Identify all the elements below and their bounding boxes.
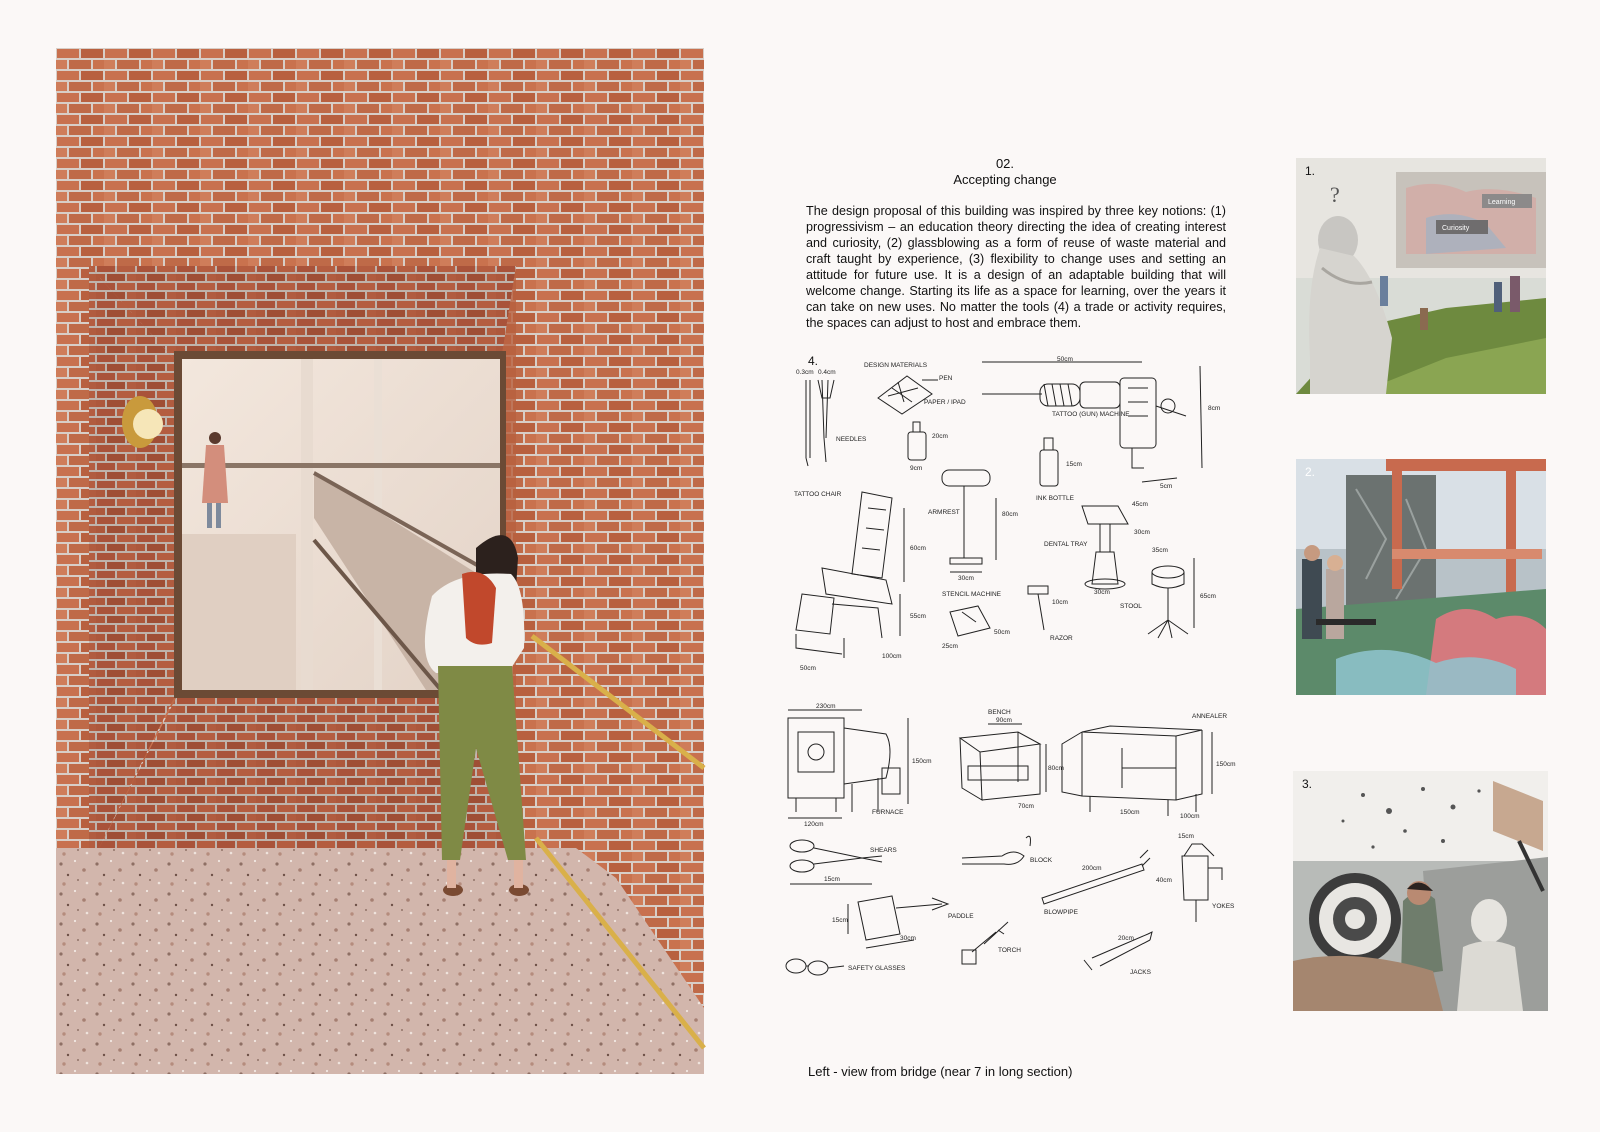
glassblowing-tools-sketch xyxy=(782,703,1247,1008)
needle-size-label: 0.4cm xyxy=(818,369,836,376)
tattoo-machine-width: 50cm xyxy=(1057,356,1073,363)
interior-rail xyxy=(182,463,500,468)
paper-pen-drawing xyxy=(878,376,938,414)
tattoo-chair-drawing xyxy=(796,492,904,658)
collage-3-label: 3. xyxy=(1302,777,1313,791)
annealer-dim: 100cm xyxy=(1180,813,1200,820)
stool-label: STOOL xyxy=(1120,603,1142,610)
ink-bottle-size: 15cm xyxy=(1066,461,1082,468)
stencil-dim: 50cm xyxy=(994,629,1010,636)
stencil-dim: 25cm xyxy=(942,643,958,650)
shears-size: 15cm xyxy=(824,876,840,883)
blowpipe-drawing xyxy=(1042,850,1150,904)
curiosity-word: Curiosity xyxy=(1442,225,1470,232)
pen-label: PEN xyxy=(939,375,953,382)
annealer-dim: 150cm xyxy=(1120,809,1140,816)
tattoo-machine-drawing xyxy=(982,362,1202,482)
paddle-dim: 30cm xyxy=(900,935,916,942)
dental-tray-drawing xyxy=(1082,506,1128,589)
dental-tray-label: DENTAL TRAY xyxy=(1044,541,1088,548)
bottle-width: 9cm xyxy=(910,465,923,472)
bench-dim: 80cm xyxy=(1048,765,1064,772)
dental-tray-dim: 45cm xyxy=(1132,501,1148,508)
paddle-label: PADDLE xyxy=(948,913,974,920)
tattoo-chair-label: TATTOO CHAIR xyxy=(794,491,842,498)
collage-flexibility xyxy=(1293,771,1548,1011)
interior-floor xyxy=(182,534,296,690)
stencil-machine-drawing xyxy=(950,606,990,636)
needle-size-label: 0.3cm xyxy=(796,369,814,376)
annealer-dim: 150cm xyxy=(1216,761,1236,768)
razor-label: RAZOR xyxy=(1050,635,1073,642)
block-drawing xyxy=(962,836,1031,864)
collage-progressivism xyxy=(1296,158,1546,394)
learning-word: Learning xyxy=(1488,199,1516,206)
chair-dim: 50cm xyxy=(800,665,816,672)
furnace-dim: 150cm xyxy=(912,758,932,765)
chair-dim: 100cm xyxy=(882,653,902,660)
needles-drawing xyxy=(806,380,834,466)
bottle-size: 20cm xyxy=(932,433,948,440)
yokes-dim: 15cm xyxy=(1178,833,1194,840)
shears-label: SHEARS xyxy=(870,847,897,854)
furnace-drawing xyxy=(788,710,908,818)
collage-2-label: 2. xyxy=(1305,465,1316,479)
stencil-machine-label: STENCIL MACHINE xyxy=(942,591,1001,598)
paddle-drawing xyxy=(848,896,948,948)
bottle-drawing xyxy=(908,422,926,460)
stool-dim: 35cm xyxy=(1152,547,1168,554)
dental-tray-dim: 30cm xyxy=(1134,529,1150,536)
body-paragraph: The design proposal of this building was inspired by three key notions: (1) progressivism – an education theory directing the idea of creating interest and curiosity, (2) glassblowing as a form of reuse of waste material and craft taught by experience, (3) flexibility to change uses and setting an attitude for future use. It is a design of an adaptable building that will welcome change. Starting its life as a space for learning, over the years it can take on new uses. No matter the tools (4) a trade or activity requires, the spaces can adjust to host and embrace them. xyxy=(806,204,1226,330)
dental-tray-dim: 30cm xyxy=(1094,589,1110,596)
jacks-label: JACKS xyxy=(1130,969,1151,976)
furnace-dim: 120cm xyxy=(804,821,824,828)
safety-glasses-drawing xyxy=(786,959,844,975)
bench-drawing xyxy=(960,724,1046,800)
yokes-label: YOKES xyxy=(1212,903,1235,910)
razor-size: 10cm xyxy=(1052,599,1068,606)
annealer-drawing xyxy=(1062,726,1212,816)
blowpipe-size: 200cm xyxy=(1082,865,1102,872)
bench-dim: 70cm xyxy=(1018,803,1034,810)
stool-drawing xyxy=(1148,558,1194,638)
tattoo-machine-height: 8cm xyxy=(1208,405,1221,412)
clock-dial xyxy=(1309,873,1401,965)
yokes-dim: 40cm xyxy=(1156,877,1172,884)
collage-1-label: 1. xyxy=(1305,164,1316,178)
paper-ipad-label: PAPER / IPAD xyxy=(924,399,966,406)
question-mark-icon: ? xyxy=(1330,182,1340,207)
armrest-label: ARMREST xyxy=(928,509,960,516)
torch-label: TORCH xyxy=(998,947,1021,954)
furnace-dim: 230cm xyxy=(816,703,836,710)
paddle-dim: 15cm xyxy=(832,917,848,924)
body-text xyxy=(806,203,1226,331)
bench-label: BENCH xyxy=(988,709,1011,716)
tattoo-machine-depth: 5cm xyxy=(1160,483,1173,490)
safety-glasses-label: SAFETY GLASSES xyxy=(848,965,906,972)
bench-dim: 90cm xyxy=(996,717,1012,724)
ink-bottle-drawing xyxy=(1040,438,1058,486)
section-title: Accepting change xyxy=(953,172,1057,187)
yokes-drawing xyxy=(1182,844,1222,922)
chair-dim: 55cm xyxy=(910,613,926,620)
needles-label: NEEDLES xyxy=(836,436,867,443)
design-materials-label: DESIGN MATERIALS xyxy=(864,362,928,369)
window-mullion xyxy=(301,359,313,690)
render-caption: Left - view from bridge (near 7 in long section) xyxy=(808,1064,1073,1079)
torch-drawing xyxy=(962,922,1008,964)
ink-bottle-label: INK BOTTLE xyxy=(1036,495,1074,502)
armrest-dim: 80cm xyxy=(1002,511,1018,518)
terrazzo-floor xyxy=(56,848,704,1074)
tattoo-machine-label: TATTOO (GUN) MACHINE xyxy=(1052,411,1130,418)
stool-dim: 65cm xyxy=(1200,593,1216,600)
tools-sketch-label: 4. xyxy=(808,354,819,368)
blowpipe-label: BLOWPIPE xyxy=(1044,909,1078,916)
collage-glassblowing xyxy=(1296,459,1546,695)
tattoo-tools-sketch xyxy=(782,358,1247,678)
block-label: BLOCK xyxy=(1030,857,1053,864)
razor-drawing xyxy=(1028,586,1048,630)
armrest-dim: 30cm xyxy=(958,575,974,582)
jacks-size: 20cm xyxy=(1118,935,1134,942)
section-number: 02. xyxy=(995,156,1015,171)
bridge-view-render xyxy=(56,48,704,1074)
furnace-label: FURNACE xyxy=(872,809,904,816)
chair-dim: 60cm xyxy=(910,545,926,552)
armrest-drawing xyxy=(942,470,996,572)
annealer-label: ANNEALER xyxy=(1192,713,1228,720)
